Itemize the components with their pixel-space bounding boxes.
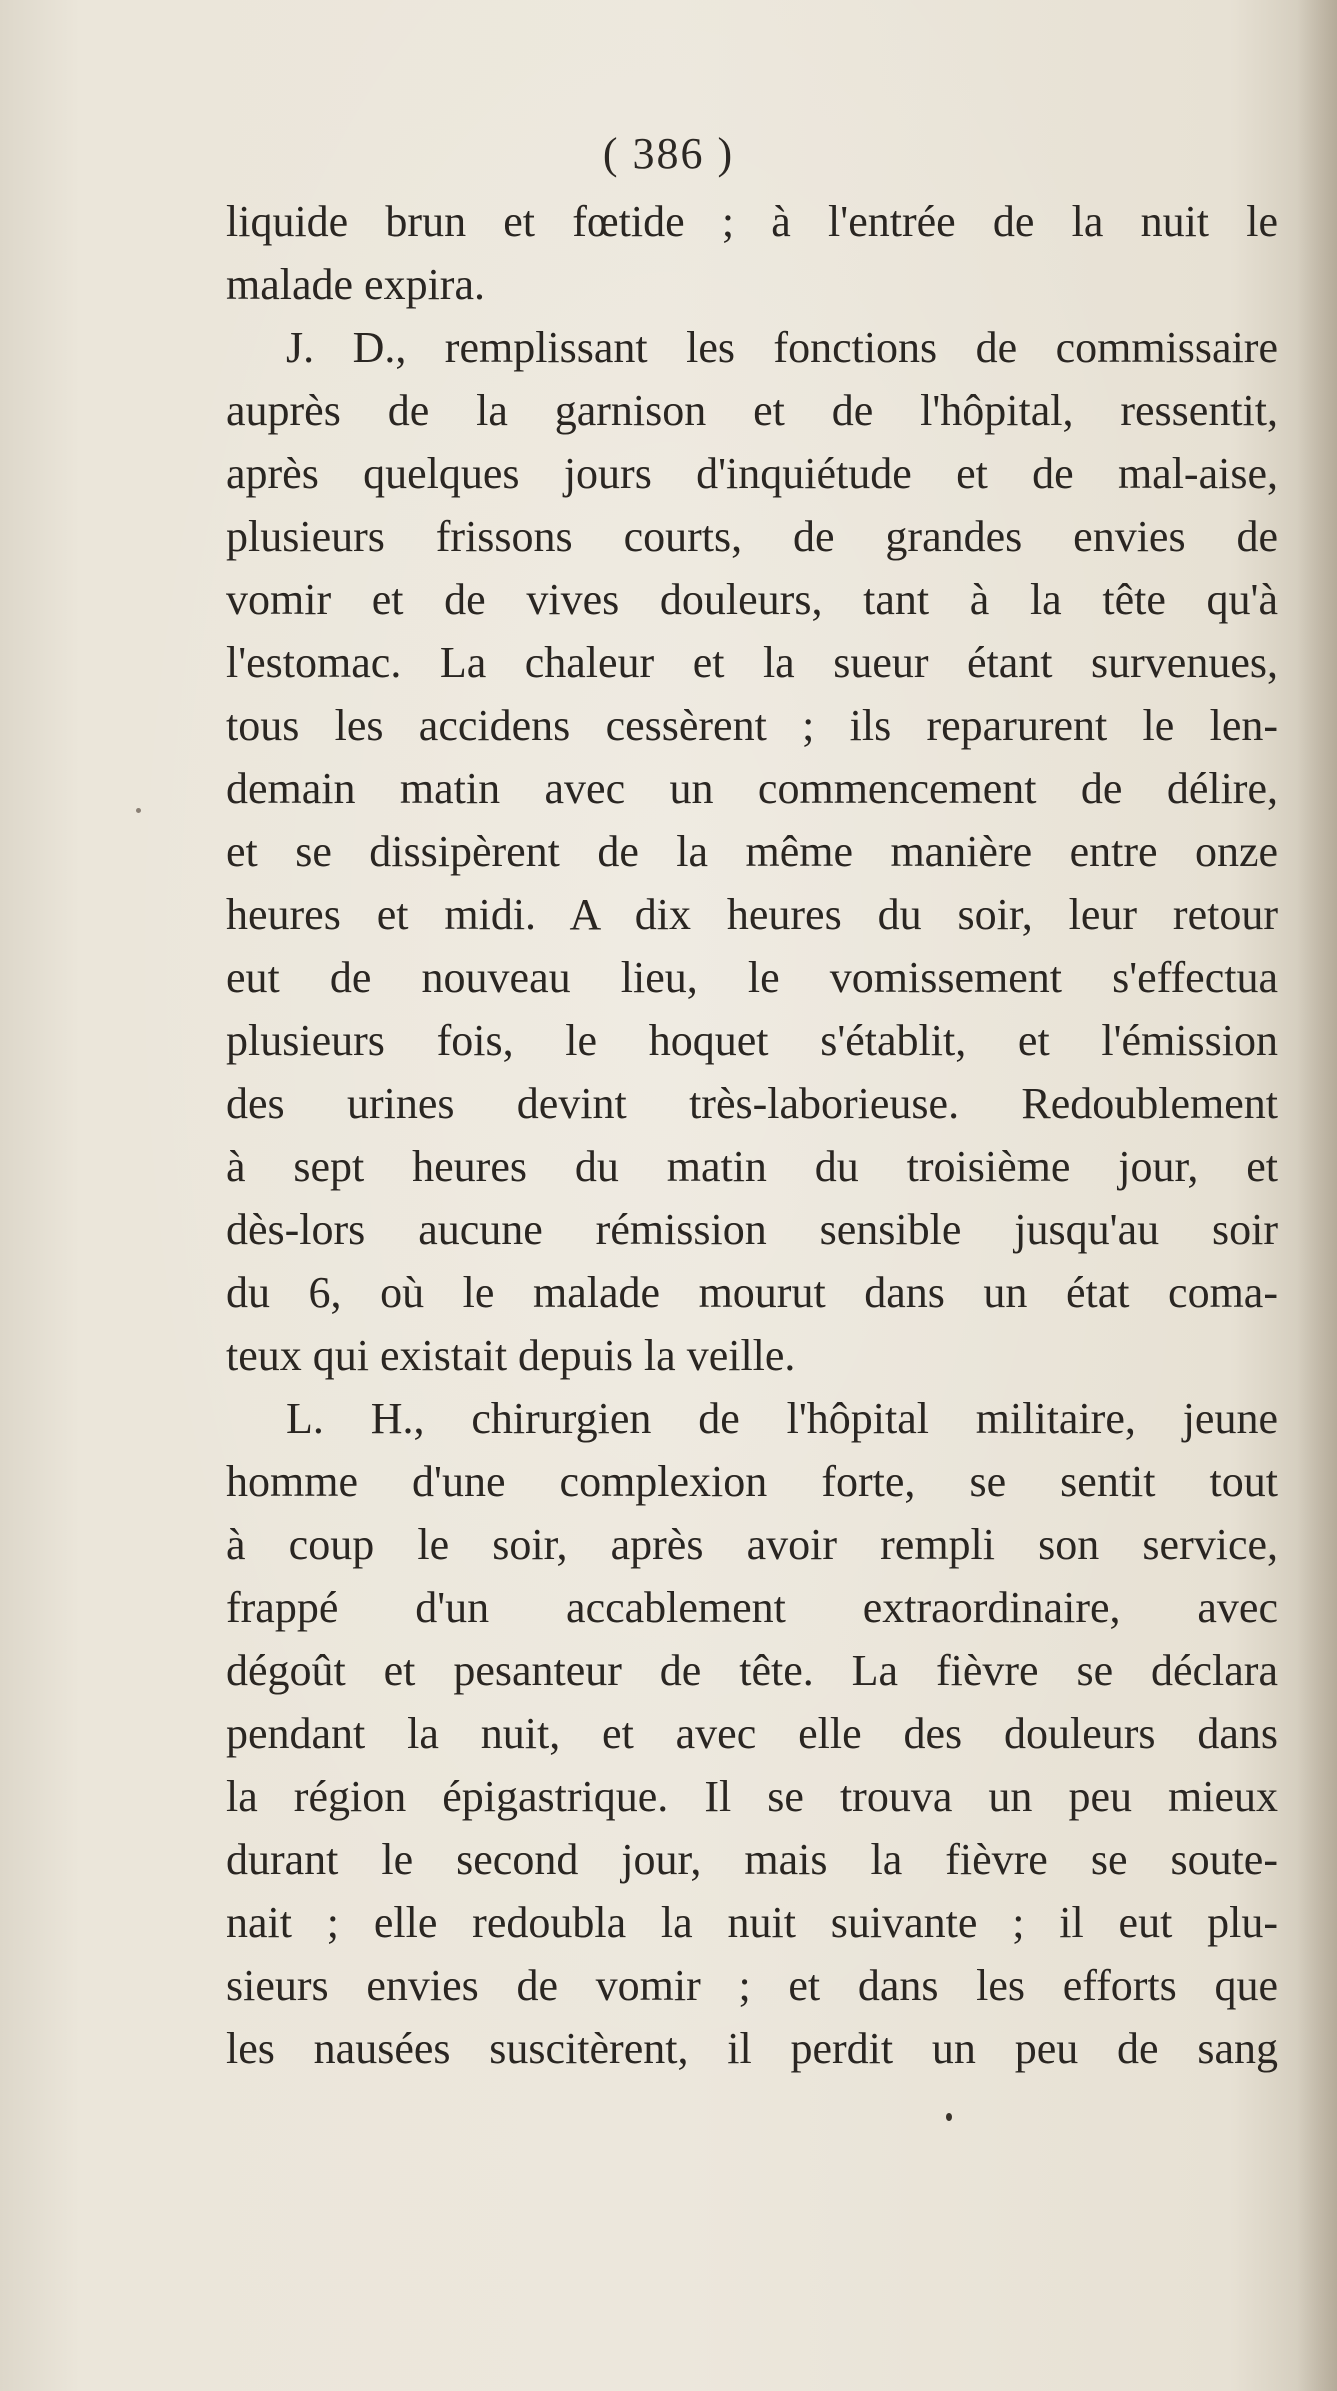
body-text xyxy=(226,190,1278,2080)
text-line: frappé d'un accablement extraordinaire, avec xyxy=(226,1583,1278,1632)
text-line: la région épigastrique. Il se trouva un peu mieux xyxy=(226,1772,1278,1821)
text-line: pendant la nuit, et avec elle des douleurs dans xyxy=(226,1709,1278,1758)
ink-speck xyxy=(136,808,141,813)
text-line: eut de nouveau lieu, le vomissement s'effectua xyxy=(226,953,1278,1002)
text-line: du 6, où le malade mourut dans un état coma- xyxy=(226,1268,1278,1317)
page-number: ( 386 ) xyxy=(602,129,735,178)
text-line: sieurs envies de vomir ; et dans les efforts que xyxy=(226,1961,1278,2010)
text-line: des urines devint très-laborieuse. Redoublement xyxy=(226,1079,1278,1128)
text-line: plusieurs frissons courts, de grandes envies de xyxy=(226,512,1278,561)
text-line: homme d'une complexion forte, se sentit tout xyxy=(226,1457,1278,1506)
text-line: et se dissipèrent de la même manière entre onze xyxy=(226,827,1278,876)
text-line: J. D., remplissant les fonctions de commissaire xyxy=(286,323,1278,372)
text-line: l'estomac. La chaleur et la sueur étant survenues, xyxy=(226,638,1278,687)
page-edge-shadow xyxy=(1297,0,1337,2391)
text-line: liquide brun et fœtide ; à l'entrée de la nuit le xyxy=(226,197,1278,246)
text-line: teux qui existait depuis la veille. xyxy=(226,1331,796,1380)
text-line: à coup le soir, après avoir rempli son service, xyxy=(226,1520,1278,1569)
text-line: vomir et de vives douleurs, tant à la tête qu'à xyxy=(226,575,1278,624)
text-line: durant le second jour, mais la fièvre se soute- xyxy=(226,1835,1278,1884)
text-line: à sept heures du matin du troisième jour, et xyxy=(226,1142,1278,1191)
text-line: demain matin avec un commencement de délire, xyxy=(226,764,1278,813)
text-line: L. H., chirurgien de l'hôpital militaire, jeune xyxy=(286,1394,1278,1443)
text-line: après quelques jours d'inquiétude et de mal-aise, xyxy=(226,449,1278,498)
text-line: plusieurs fois, le hoquet s'établit, et l'émission xyxy=(226,1016,1278,1065)
text-line: heures et midi. A dix heures du soir, leur retour xyxy=(226,890,1278,939)
text-line: nait ; elle redoubla la nuit suivante ; il eut plu- xyxy=(226,1898,1278,1947)
text-line: malade expira. xyxy=(226,260,485,309)
text-line: auprès de la garnison et de l'hôpital, ressentit, xyxy=(226,386,1278,435)
text-line: tous les accidens cessèrent ; ils reparurent le len- xyxy=(226,701,1278,750)
ink-speck xyxy=(946,2113,952,2121)
text-line: dès-lors aucune rémission sensible jusqu'au soir xyxy=(226,1205,1278,1254)
text-line: dégoût et pesanteur de tête. La fièvre se déclara xyxy=(226,1646,1278,1695)
text-line: les nausées suscitèrent, il perdit un peu de sang xyxy=(226,2024,1278,2073)
